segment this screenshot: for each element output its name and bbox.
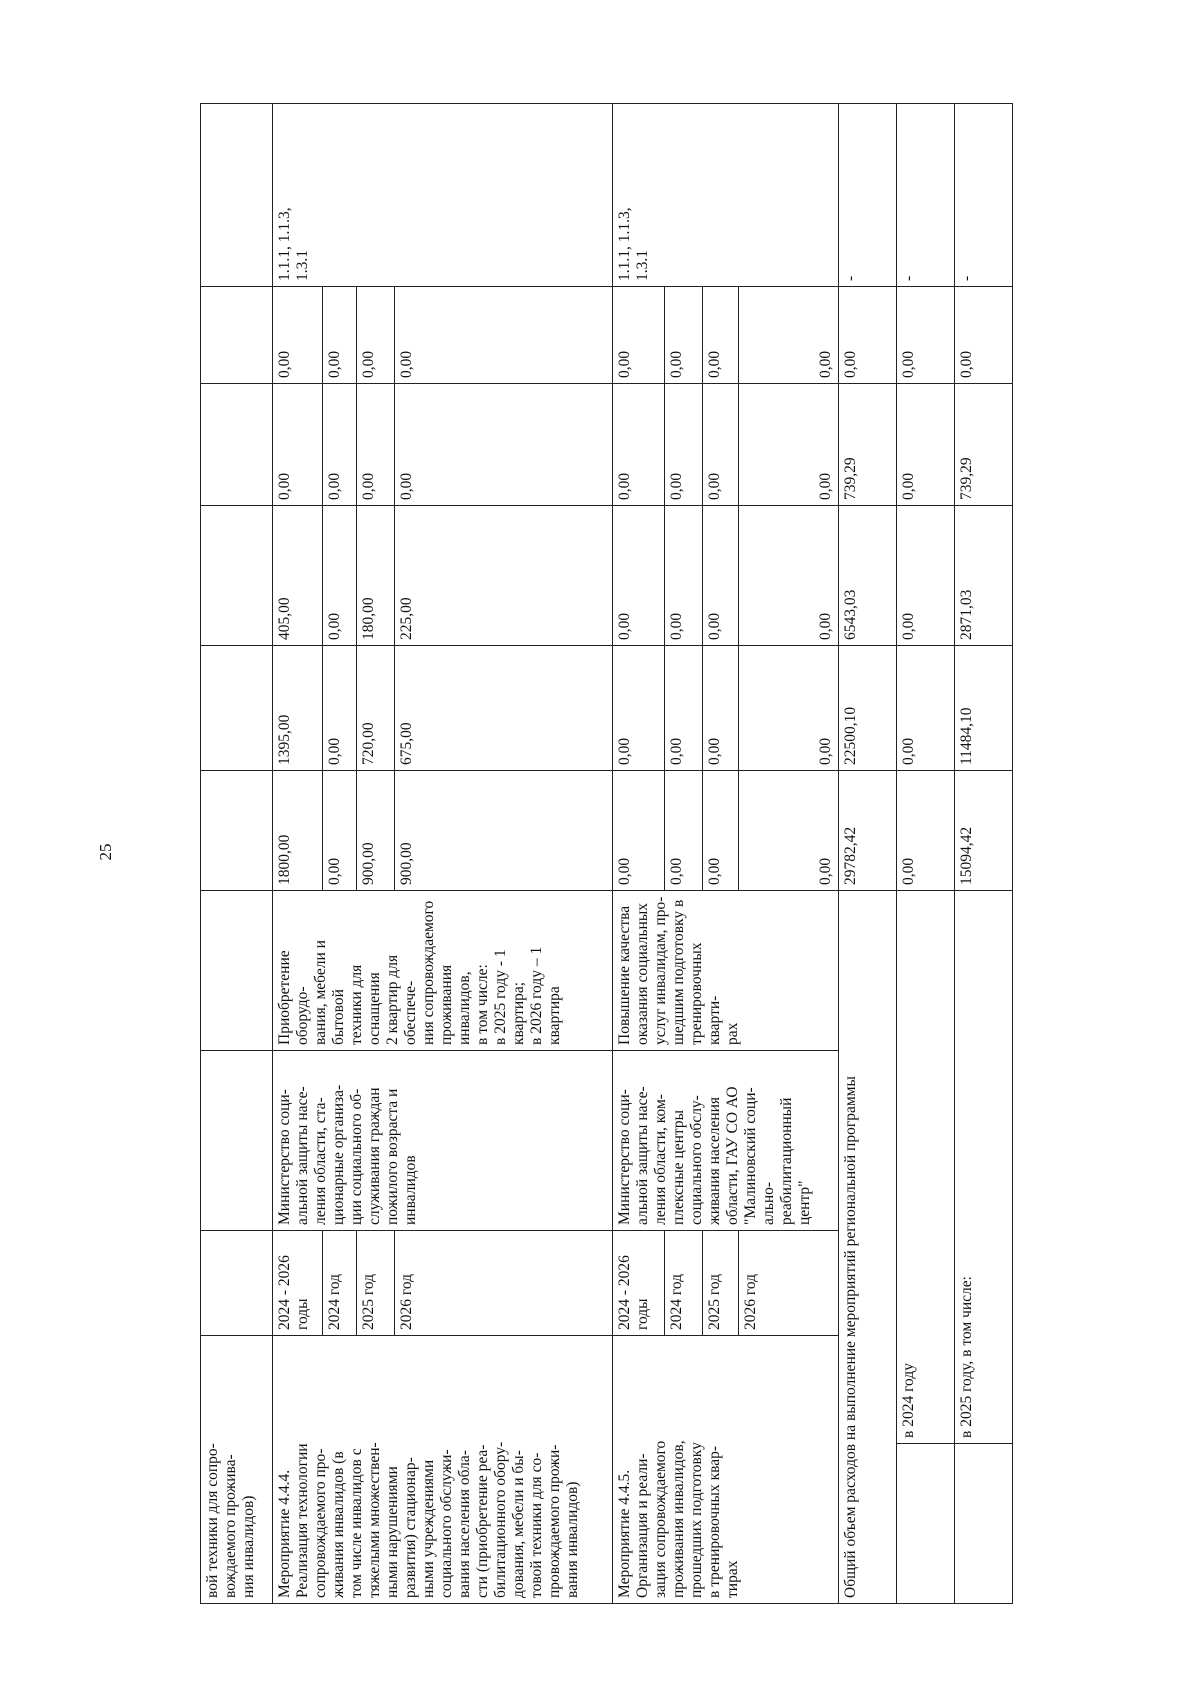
year-label: в 2024 году — [897, 891, 955, 1444]
table-row — [613, 104, 665, 1604]
value-cell: 0,00 — [703, 771, 739, 891]
value-cell: 0,00 — [273, 384, 323, 506]
period-cell: 2024 год — [323, 1231, 357, 1336]
value-cell: 0,00 — [897, 384, 955, 506]
value-cell: 0,00 — [613, 384, 665, 506]
value-cell: 0,00 — [323, 771, 357, 891]
period-cell: 2024 - 2026 годы — [613, 1231, 665, 1336]
value-cell: 0,00 — [703, 506, 739, 646]
total-label: Общий объем расходов на выполнение мероприятий региональной программы — [839, 891, 897, 1604]
value-cell: 1395,00 — [273, 646, 323, 771]
period-cell: 2024 год — [665, 1231, 703, 1336]
value-cell: 0,00 — [739, 506, 839, 646]
value-cell: 0,00 — [739, 646, 839, 771]
result-cell: Повышение качества оказания социальных услуг инвалидам, про- шедшим подготовку в тренировочных кварти- рах — [613, 891, 839, 1051]
value-cell: 0,00 — [395, 287, 613, 384]
period-cell: 2025 год — [703, 1231, 739, 1336]
value-cell: 6543,03 — [839, 506, 897, 646]
value-cell: 0,00 — [665, 506, 703, 646]
table-row — [201, 104, 273, 1604]
indicators-cell: 1.1.1, 1.1.3, 1.3.1 — [613, 104, 839, 287]
value-cell: 0,00 — [357, 287, 395, 384]
value-cell: 0,00 — [273, 287, 323, 384]
value-cell: 0,00 — [955, 287, 1013, 384]
value-cell: 0,00 — [357, 384, 395, 506]
value-cell: 22500,10 — [839, 646, 897, 771]
value-cell: 0,00 — [613, 771, 665, 891]
indicators-cell: 1.1.1, 1.1.3, 1.3.1 — [273, 104, 613, 287]
executor-cell: Министерство соци- альной защиты насе- ления области, ком- плексные центры социального обслу- живания населения области, ГАУ СО АО "Малиновский соци- ально- реабилитационный центр" — [613, 1051, 839, 1231]
period-cell: 2024 - 2026 годы — [273, 1231, 323, 1336]
measure-name: Мероприятие 4.4.5. Организация и реали- зация сопровождаемого проживания инвалидов, прошедших подготовку в тренировочных квар- тирах — [613, 1336, 839, 1604]
result-cell: Приобретение оборудо- вания, мебели и бытовой техники для оснащения 2 квартир для обеспече- ния сопровождаемого проживания инвалидов, в том числе: в 2025 году - 1 квартира; в 2026 году – 1 квартира — [273, 891, 613, 1051]
value-cell: 0,00 — [613, 506, 665, 646]
rotated-table-page — [200, 104, 1100, 1604]
value-cell: 900,00 — [395, 771, 613, 891]
value-cell: 0,00 — [897, 646, 955, 771]
period-cell: 2026 год — [395, 1231, 613, 1336]
value-cell: 0,00 — [613, 646, 665, 771]
value-cell: 0,00 — [703, 287, 739, 384]
value-cell: 0,00 — [739, 287, 839, 384]
executor-cell: Министерство соци- альной защиты насе- ления области, ста- ционарные организа- ции социального об- служивания граждан пожилого возраста и инвалидов — [273, 1051, 613, 1231]
value-cell: 0,00 — [665, 771, 703, 891]
value-cell: 0,00 — [897, 771, 955, 891]
value-cell: 0,00 — [703, 384, 739, 506]
value-cell: 0,00 — [897, 287, 955, 384]
value-cell: 900,00 — [357, 771, 395, 891]
value-cell: 15094,42 — [955, 771, 1013, 891]
indicators-cell: - — [955, 104, 1013, 287]
value-cell: 29782,42 — [839, 771, 897, 891]
value-cell: 11484,10 — [955, 646, 1013, 771]
value-cell: 675,00 — [395, 646, 613, 771]
table-row — [897, 104, 955, 1604]
table-row — [273, 104, 323, 1604]
value-cell: 0,00 — [323, 646, 357, 771]
value-cell: 0,00 — [703, 646, 739, 771]
page-number: 25 — [96, 843, 115, 861]
indicators-cell: - — [839, 104, 897, 287]
value-cell: 720,00 — [357, 646, 395, 771]
value-cell: 180,00 — [357, 506, 395, 646]
value-cell: 0,00 — [739, 384, 839, 506]
value-cell: 2871,03 — [955, 506, 1013, 646]
period-cell: 2026 год — [739, 1231, 839, 1336]
program-table — [200, 103, 1013, 1604]
value-cell: 0,00 — [395, 384, 613, 506]
value-cell: 0,00 — [839, 287, 897, 384]
table-row — [955, 104, 1013, 1604]
value-cell: 0,00 — [323, 506, 357, 646]
value-cell: 739,29 — [839, 384, 897, 506]
value-cell: 405,00 — [273, 506, 323, 646]
period-cell: 2025 год — [357, 1231, 395, 1336]
value-cell: 0,00 — [665, 646, 703, 771]
indicators-cell: - — [897, 104, 955, 287]
value-cell: 739,29 — [955, 384, 1013, 506]
value-cell: 225,00 — [395, 506, 613, 646]
value-cell: 0,00 — [323, 384, 357, 506]
measure-name: Мероприятие 4.4.4. Реализация технологии сопровождаемого про- живания инвалидов (в том числе инвалидов с тяжелыми множествен- ными нарушениями развития) стационар- ными учреждениями социального обслужи- вания населения обла- сти (приобретение реа- билитационного обору- дования, мебели и бы- товой техники для со- провождаемого прожи- вания инвалидов) — [273, 1336, 613, 1604]
table-row — [839, 104, 897, 1604]
value-cell: 0,00 — [665, 384, 703, 506]
year-label: в 2025 году, в том числе: — [955, 891, 1013, 1444]
value-cell: 0,00 — [739, 771, 839, 891]
value-cell: 0,00 — [897, 506, 955, 646]
value-cell: 0,00 — [323, 287, 357, 384]
value-cell: 0,00 — [665, 287, 703, 384]
value-cell: 1800,00 — [273, 771, 323, 891]
value-cell: 0,00 — [613, 287, 665, 384]
intro-cell: вой техники для сопро- вождаемого прожива- ния инвалидов) — [201, 1336, 273, 1604]
